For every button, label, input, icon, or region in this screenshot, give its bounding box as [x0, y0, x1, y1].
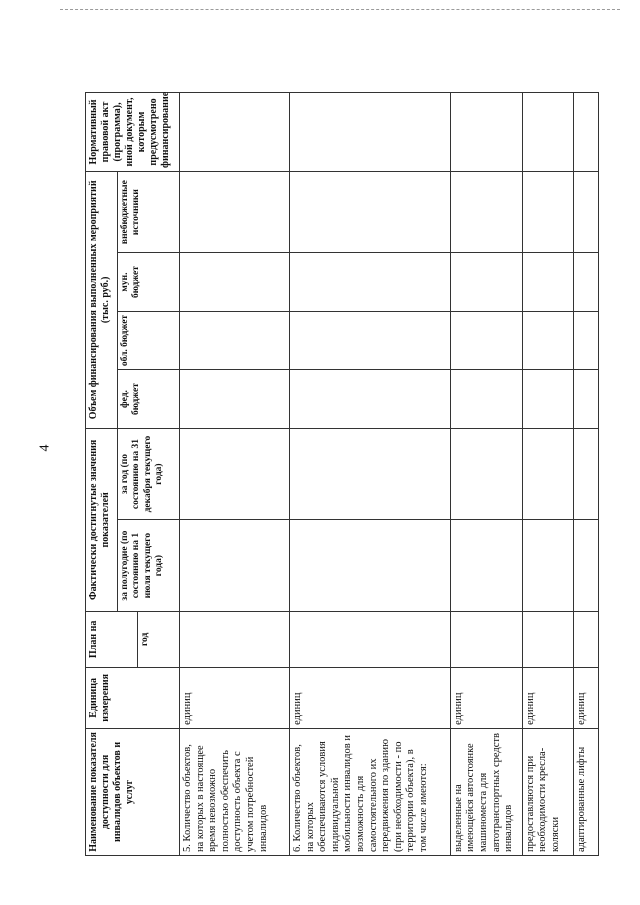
row-unit: единиц	[180, 667, 290, 728]
scan-edge-line	[60, 9, 620, 11]
cell	[180, 93, 290, 172]
header-plan: План на	[86, 611, 138, 667]
cell	[573, 93, 598, 172]
row-name: предоставляются при необходимости кресла-коляски	[522, 728, 573, 855]
cell	[573, 253, 598, 311]
cell	[573, 171, 598, 252]
cell	[180, 428, 290, 520]
page-number: 4	[37, 444, 53, 452]
cell	[180, 253, 290, 311]
cell	[450, 93, 522, 172]
cell	[573, 428, 598, 520]
header-actual-year: за год (по состоянию на 31 декабря текущего года)	[117, 428, 179, 520]
cell	[450, 611, 522, 667]
table-row	[450, 93, 522, 856]
cell	[522, 370, 573, 428]
cell	[450, 253, 522, 311]
cell	[522, 611, 573, 667]
header-actual: Фактически достигнутые значения показателей	[86, 428, 118, 611]
cell	[290, 171, 451, 252]
header-plan-year: год	[137, 611, 179, 667]
header-finance: Объем финансирования выполненных мероприятий (тыс. руб.)	[86, 171, 118, 428]
table-row	[180, 93, 290, 856]
cell	[522, 311, 573, 369]
cell	[290, 520, 451, 612]
cell	[573, 370, 598, 428]
row-unit: единиц	[573, 667, 598, 728]
row-name: 5. Количество объектов, на которых в настоящее время невозможно полностью обеспечить доступность объекта с учетом потребностей инвалидов	[180, 728, 290, 855]
cell	[290, 370, 451, 428]
cell	[180, 611, 290, 667]
row-unit: единиц	[290, 667, 451, 728]
table-row	[290, 93, 451, 856]
cell	[573, 611, 598, 667]
cell	[573, 311, 598, 369]
cell	[180, 311, 290, 369]
cell	[290, 611, 451, 667]
cell	[180, 370, 290, 428]
cell	[573, 520, 598, 612]
cell	[450, 428, 522, 520]
header-unit: Единица измерения	[86, 667, 180, 728]
cell	[450, 171, 522, 252]
row-name: 6. Количество объектов, на которых обеспечиваются условия индивидуальной мобильности инвалидов и возможность для самостоятельного их передвижения по зданию (при необходимости - по территории объекта), в том числе имеются:	[290, 728, 451, 855]
cell	[450, 311, 522, 369]
header-normative-act: Нормативный правовой акт (программа), иной документ, которым предусмотрено финансирование	[86, 93, 180, 172]
cell	[522, 428, 573, 520]
cell	[522, 253, 573, 311]
row-name: адаптированные лифты	[573, 728, 598, 855]
row-name: выделенные на имеющейся автостоянке машиноместа для автотранспортных средств инвалидов	[450, 728, 522, 855]
header-regional-budget: обл. бюджет	[117, 311, 179, 369]
header-federal-budget: фед. бюджет	[117, 370, 179, 428]
cell	[290, 311, 451, 369]
cell	[522, 520, 573, 612]
cell	[290, 93, 451, 172]
table-row	[522, 93, 573, 856]
row-unit: единиц	[450, 667, 522, 728]
cell	[450, 520, 522, 612]
cell	[180, 520, 290, 612]
accessibility-indicators-table	[85, 92, 599, 856]
cell	[522, 171, 573, 252]
cell	[290, 253, 451, 311]
cell	[290, 428, 451, 520]
row-unit: единиц	[522, 667, 573, 728]
header-actual-half-year: за полугодие (по состоянию на 1 июля текущего года)	[117, 520, 179, 612]
cell	[180, 171, 290, 252]
cell	[522, 93, 573, 172]
rotated-table-sheet	[85, 92, 599, 856]
header-municipal-budget: мун. бюджет	[117, 253, 179, 311]
table-row	[573, 93, 598, 856]
header-name: Наименование показателя доступности для инвалидов объектов и услуг	[86, 728, 180, 855]
header-extra-budget: внебюджетные источники	[117, 171, 179, 252]
cell	[450, 370, 522, 428]
